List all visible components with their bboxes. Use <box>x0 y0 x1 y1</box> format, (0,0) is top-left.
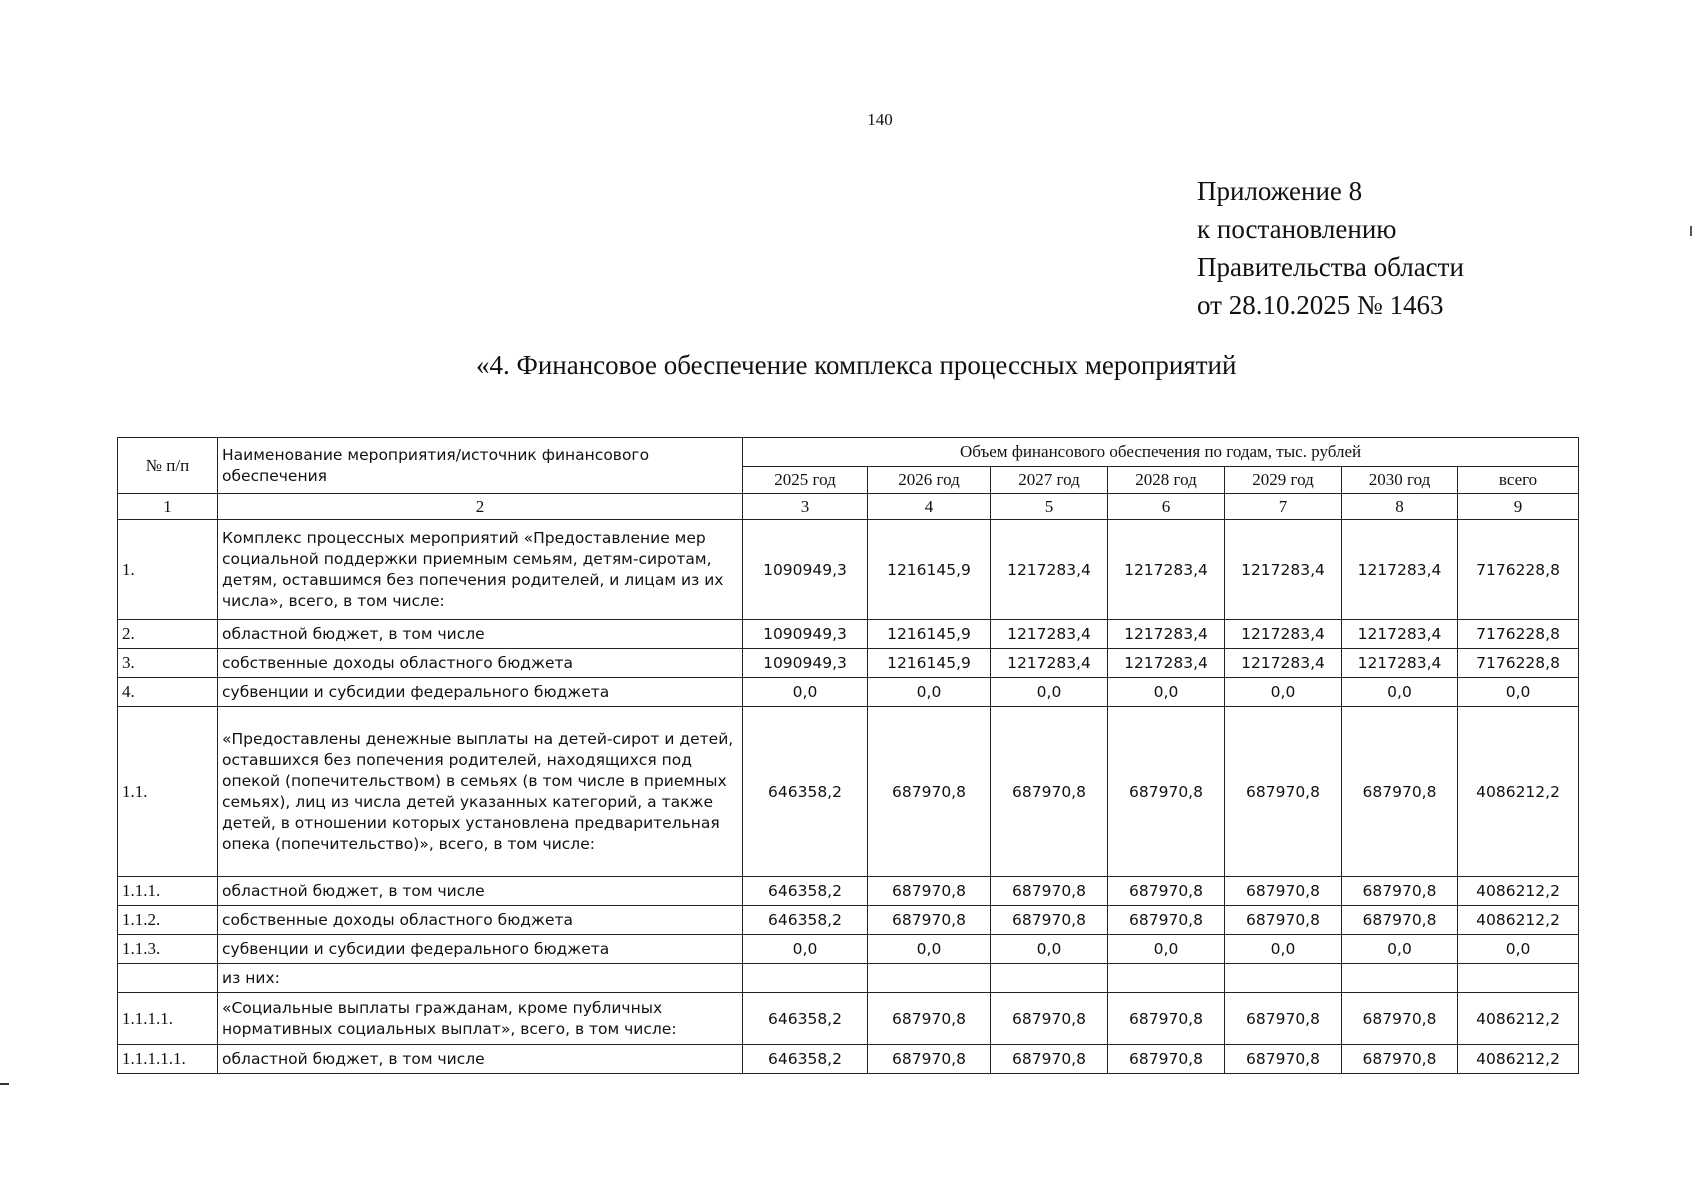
header-year-2027: 2027 год <box>991 467 1108 494</box>
row-name: областной бюджет, в том числе <box>218 620 743 649</box>
table-row <box>118 649 1579 678</box>
row-value: 0,0 <box>1108 935 1225 964</box>
row-value: 1217283,4 <box>1342 649 1458 678</box>
index-row <box>118 494 1579 520</box>
table-row <box>118 1045 1579 1074</box>
index-cell: 5 <box>991 494 1108 520</box>
row-value: 687970,8 <box>991 906 1108 935</box>
row-name: собственные доходы областного бюджета <box>218 906 743 935</box>
page-number: 140 <box>867 110 893 129</box>
row-value: 1217283,4 <box>991 649 1108 678</box>
row-value: 687970,8 <box>1108 1045 1225 1074</box>
row-value: 0,0 <box>991 935 1108 964</box>
row-value: 0,0 <box>868 678 991 707</box>
row-number <box>118 964 218 993</box>
row-number: 1.1.3. <box>118 935 218 964</box>
row-name: «Социальные выплаты гражданам, кроме публичных нормативных социальных выплат», всего, в том числе: <box>218 993 743 1045</box>
row-value: 7176228,8 <box>1458 649 1579 678</box>
row-value: 687970,8 <box>868 906 991 935</box>
row-number: 4. <box>118 678 218 707</box>
row-value: 646358,2 <box>743 993 868 1045</box>
row-value <box>991 964 1108 993</box>
row-value: 1217283,4 <box>1225 649 1342 678</box>
table-row <box>118 678 1579 707</box>
appendix-block <box>1197 172 1464 324</box>
table-row <box>118 935 1579 964</box>
row-name: из них: <box>218 964 743 993</box>
appendix-line-4: от 28.10.2025 № 1463 <box>1197 290 1444 320</box>
row-value: 687970,8 <box>991 1045 1108 1074</box>
header-year-2026: 2026 год <box>868 467 991 494</box>
table-row <box>118 877 1579 906</box>
row-value: 0,0 <box>1225 935 1342 964</box>
row-value: 687970,8 <box>868 1045 991 1074</box>
row-value <box>868 964 991 993</box>
index-cell: 1 <box>118 494 218 520</box>
row-value: 687970,8 <box>1342 993 1458 1045</box>
row-value: 646358,2 <box>743 1045 868 1074</box>
row-value: 0,0 <box>868 935 991 964</box>
row-value: 1216145,9 <box>868 649 991 678</box>
row-number: 1. <box>118 520 218 620</box>
row-value: 1217283,4 <box>1225 620 1342 649</box>
appendix-line-2: к постановлению <box>1197 214 1397 244</box>
row-value: 1217283,4 <box>1342 520 1458 620</box>
row-value: 0,0 <box>743 935 868 964</box>
row-value: 687970,8 <box>1108 906 1225 935</box>
index-cell: 9 <box>1458 494 1579 520</box>
header-num: № п/п <box>118 438 218 494</box>
header-year-2029: 2029 год <box>1225 467 1342 494</box>
row-value: 1217283,4 <box>1108 649 1225 678</box>
row-value: 687970,8 <box>1108 877 1225 906</box>
row-name: субвенции и субсидии федерального бюджета <box>218 935 743 964</box>
row-value: 1217283,4 <box>991 620 1108 649</box>
table-body <box>118 520 1579 1074</box>
row-value: 1217283,4 <box>1108 520 1225 620</box>
row-value: 687970,8 <box>1225 1045 1342 1074</box>
table-row <box>118 520 1579 620</box>
row-value: 687970,8 <box>1225 707 1342 877</box>
row-value: 646358,2 <box>743 877 868 906</box>
table-row <box>118 993 1579 1045</box>
row-value: 646358,2 <box>743 906 868 935</box>
row-value: 0,0 <box>1108 678 1225 707</box>
row-value: 4086212,2 <box>1458 906 1579 935</box>
row-value: 0,0 <box>743 678 868 707</box>
row-value: 1217283,4 <box>1225 520 1342 620</box>
row-value: 1217283,4 <box>1108 620 1225 649</box>
row-value <box>1108 964 1225 993</box>
row-value: 0,0 <box>1225 678 1342 707</box>
row-value <box>1458 964 1579 993</box>
index-cell: 3 <box>743 494 868 520</box>
row-number: 1.1.1. <box>118 877 218 906</box>
row-value: 687970,8 <box>1225 906 1342 935</box>
row-number: 1.1.1.1. <box>118 993 218 1045</box>
header-year-2025: 2025 год <box>743 467 868 494</box>
index-cell: 2 <box>218 494 743 520</box>
header-volume: Объем финансового обеспечения по годам, тыс. рублей <box>743 438 1579 467</box>
row-value: 687970,8 <box>1342 707 1458 877</box>
table-row <box>118 906 1579 935</box>
row-value: 687970,8 <box>991 707 1108 877</box>
row-value: 4086212,2 <box>1458 707 1579 877</box>
row-name: субвенции и субсидии федерального бюджета <box>218 678 743 707</box>
financing-table <box>117 437 1579 1074</box>
row-name: собственные доходы областного бюджета <box>218 649 743 678</box>
row-value <box>1342 964 1458 993</box>
row-value: 687970,8 <box>1342 877 1458 906</box>
row-number: 1.1.2. <box>118 906 218 935</box>
appendix-line-3: Правительства области <box>1197 252 1464 282</box>
row-value: 687970,8 <box>868 707 991 877</box>
row-value: 687970,8 <box>1108 993 1225 1045</box>
section-title: «4. Финансовое обеспечение комплекса процессных мероприятий <box>476 350 1237 380</box>
row-value: 687970,8 <box>1342 1045 1458 1074</box>
row-value: 687970,8 <box>1225 877 1342 906</box>
row-name: «Предоставлены денежные выплаты на детей-сирот и детей, оставшихся без попечения родителей, находящихся под опекой (попечительством) в семьях (в том числе в приемных семьях), лиц из числа детей указанных категорий, а также детей, в отношении которых установлена предварительная опека (попечительство)», всего, в том числе: <box>218 707 743 877</box>
row-number: 1.1.1.1.1. <box>118 1045 218 1074</box>
row-value: 1090949,3 <box>743 649 868 678</box>
row-value: 7176228,8 <box>1458 520 1579 620</box>
row-value: 0,0 <box>1342 678 1458 707</box>
row-value: 0,0 <box>991 678 1108 707</box>
index-cell: 7 <box>1225 494 1342 520</box>
row-value <box>1225 964 1342 993</box>
row-value: 687970,8 <box>991 877 1108 906</box>
row-value: 7176228,8 <box>1458 620 1579 649</box>
row-value: 687970,8 <box>1225 993 1342 1045</box>
row-value: 0,0 <box>1458 678 1579 707</box>
row-value: 646358,2 <box>743 707 868 877</box>
header-year-2030: 2030 год <box>1342 467 1458 494</box>
row-value <box>743 964 868 993</box>
row-value: 687970,8 <box>1342 906 1458 935</box>
row-value: 4086212,2 <box>1458 993 1579 1045</box>
row-value: 1217283,4 <box>991 520 1108 620</box>
row-value: 1090949,3 <box>743 520 868 620</box>
header-year-2028: 2028 год <box>1108 467 1225 494</box>
row-name: областной бюджет, в том числе <box>218 1045 743 1074</box>
table-row <box>118 964 1579 993</box>
row-value: 687970,8 <box>868 877 991 906</box>
row-value: 1217283,4 <box>1342 620 1458 649</box>
row-value: 1216145,9 <box>868 520 991 620</box>
table-row <box>118 707 1579 877</box>
header-total: всего <box>1458 467 1579 494</box>
row-value: 4086212,2 <box>1458 877 1579 906</box>
row-value: 687970,8 <box>1108 707 1225 877</box>
row-value: 687970,8 <box>991 993 1108 1045</box>
row-value: 0,0 <box>1342 935 1458 964</box>
row-name: Комплекс процессных мероприятий «Предоставление мер социальной поддержки приемным семьям, детям-сиротам, детям, оставшимся без попечения родителей, и лицам из их числа», всего, в том числе: <box>218 520 743 620</box>
edge-mark <box>0 1083 9 1085</box>
row-value: 4086212,2 <box>1458 1045 1579 1074</box>
index-cell: 4 <box>868 494 991 520</box>
row-number: 3. <box>118 649 218 678</box>
edge-mark <box>1690 226 1692 236</box>
row-value: 1216145,9 <box>868 620 991 649</box>
index-cell: 8 <box>1342 494 1458 520</box>
header-name: Наименование мероприятия/источник финансового обеспечения <box>218 438 743 494</box>
row-name: областной бюджет, в том числе <box>218 877 743 906</box>
appendix-line-1: Приложение 8 <box>1197 176 1363 206</box>
row-value: 0,0 <box>1458 935 1579 964</box>
row-value: 687970,8 <box>868 993 991 1045</box>
index-cell: 6 <box>1108 494 1225 520</box>
table-row <box>118 620 1579 649</box>
row-number: 1.1. <box>118 707 218 877</box>
row-value: 1090949,3 <box>743 620 868 649</box>
row-number: 2. <box>118 620 218 649</box>
